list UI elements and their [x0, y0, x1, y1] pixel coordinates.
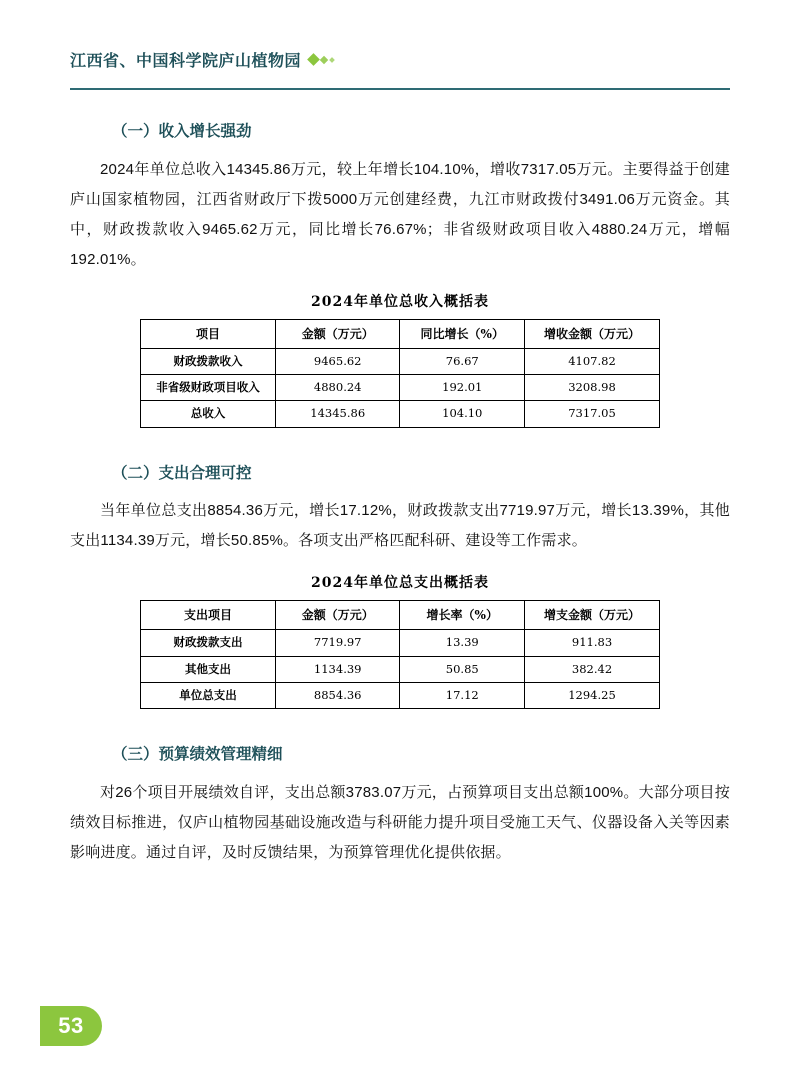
table-cell: 单位总支出: [141, 682, 276, 708]
table-header-row: [141, 319, 660, 348]
income-table-block: [70, 291, 730, 428]
table-cell: 总收入: [141, 401, 276, 427]
table-cell: 1134.39: [275, 656, 400, 682]
header-divider: [70, 88, 730, 90]
expenditure-summary-table: [140, 600, 660, 709]
table-column-header: 金额（万元）: [275, 319, 400, 348]
table-cell: 7317.05: [525, 401, 660, 427]
section-paragraph: 当年单位总支出8854.36万元，增长17.12%，财政拨款支出7719.97万元，增长13.39%，其他支出1134.39万元，增长50.85%。各项支出严格匹配科研、建设等工作需求。: [70, 502, 730, 550]
table-row: [141, 656, 660, 682]
diamond-icon: [307, 53, 320, 66]
table-cell: 3208.98: [525, 375, 660, 401]
table-caption: 2024年单位总收入概括表: [311, 293, 489, 310]
table-row: [141, 630, 660, 656]
table-column-header: 金额（万元）: [275, 601, 400, 630]
table-cell: 9465.62: [275, 348, 400, 374]
section-spacer: [70, 709, 730, 743]
table-column-header: 增支金额（万元）: [525, 601, 660, 630]
table-cell: 14345.86: [275, 401, 400, 427]
table-cell: 13.39: [400, 630, 525, 656]
section-heading: （三）预算绩效管理精细: [112, 746, 283, 764]
table-cell: 7719.97: [275, 630, 400, 656]
table-cell: 财政拨款支出: [141, 630, 276, 656]
table-cell: 非省级财政项目收入: [141, 375, 276, 401]
table-cell: 76.67: [400, 348, 525, 374]
section-paragraph: 2024年单位总收入14345.86万元，较上年增长104.10%，增收7317.05万元。主要得益于创建庐山国家植物园，江西省财政厅下拨5000万元创建经费，九江市财政拨付3491.06万元资金。其中，财政拨款收入9465.62万元，同比增长76.67%；非省级财政项目收入4880.24万元，增幅192.01%。: [70, 160, 730, 268]
table-cell: 8854.36: [275, 682, 400, 708]
table-column-header: 增收金额（万元）: [525, 319, 660, 348]
table-cell: 382.42: [525, 656, 660, 682]
table-cell: 其他支出: [141, 656, 276, 682]
page-number: [40, 1006, 102, 1046]
table-row: [141, 682, 660, 708]
section-heading: （二）支出合理可控: [112, 464, 252, 482]
table-header-row: [141, 601, 660, 630]
section-paragraph: 对26个项目开展绩效自评，支出总额3783.07万元，占预算项目支出总额100%。大部分项目按绩效目标推进，仅庐山植物园基础设施改造与科研能力提升项目受施工天气、仪器设备入关等因素影响进度。通过自评，及时反馈结果，为预算管理优化提供依据。: [70, 783, 730, 861]
page-number-badge: [40, 1006, 102, 1046]
table-column-header: 项目: [141, 319, 276, 348]
table-row: [141, 401, 660, 427]
table-column-header: 支出项目: [141, 601, 276, 630]
table-row: [141, 375, 660, 401]
table-caption: 2024年单位总支出概括表: [311, 575, 489, 592]
diamond-icon: [329, 57, 335, 63]
table-column-header: 同比增长（%）: [400, 319, 525, 348]
section-heading: （一）收入增长强劲: [112, 123, 252, 140]
table-cell: 104.10: [400, 401, 525, 427]
header-title: 江西省、中国科学院庐山植物园: [70, 53, 302, 70]
section-spacer: [70, 428, 730, 462]
diamond-icon: [320, 55, 328, 63]
table-cell: 17.12: [400, 682, 525, 708]
page-content: [70, 120, 730, 872]
section-income-growth: [70, 120, 730, 428]
table-column-header: 增长率（%）: [400, 601, 525, 630]
table-cell: 4880.24: [275, 375, 400, 401]
table-cell: 4107.82: [525, 348, 660, 374]
left-edge-strip: [0, 0, 18, 1086]
table-row: [141, 348, 660, 374]
expenditure-table-block: [70, 572, 730, 709]
income-summary-table: [140, 319, 660, 428]
page-header: [70, 48, 730, 71]
diamond-decoration-icon: [309, 55, 334, 64]
table-cell: 192.01: [400, 375, 525, 401]
table-cell: 50.85: [400, 656, 525, 682]
table-cell: 财政拨款收入: [141, 348, 276, 374]
page-number-text: 53: [58, 1013, 84, 1038]
table-cell: 1294.25: [525, 682, 660, 708]
table-cell: 911.83: [525, 630, 660, 656]
section-expenditure: [70, 462, 730, 710]
section-budget-performance: [70, 743, 730, 868]
